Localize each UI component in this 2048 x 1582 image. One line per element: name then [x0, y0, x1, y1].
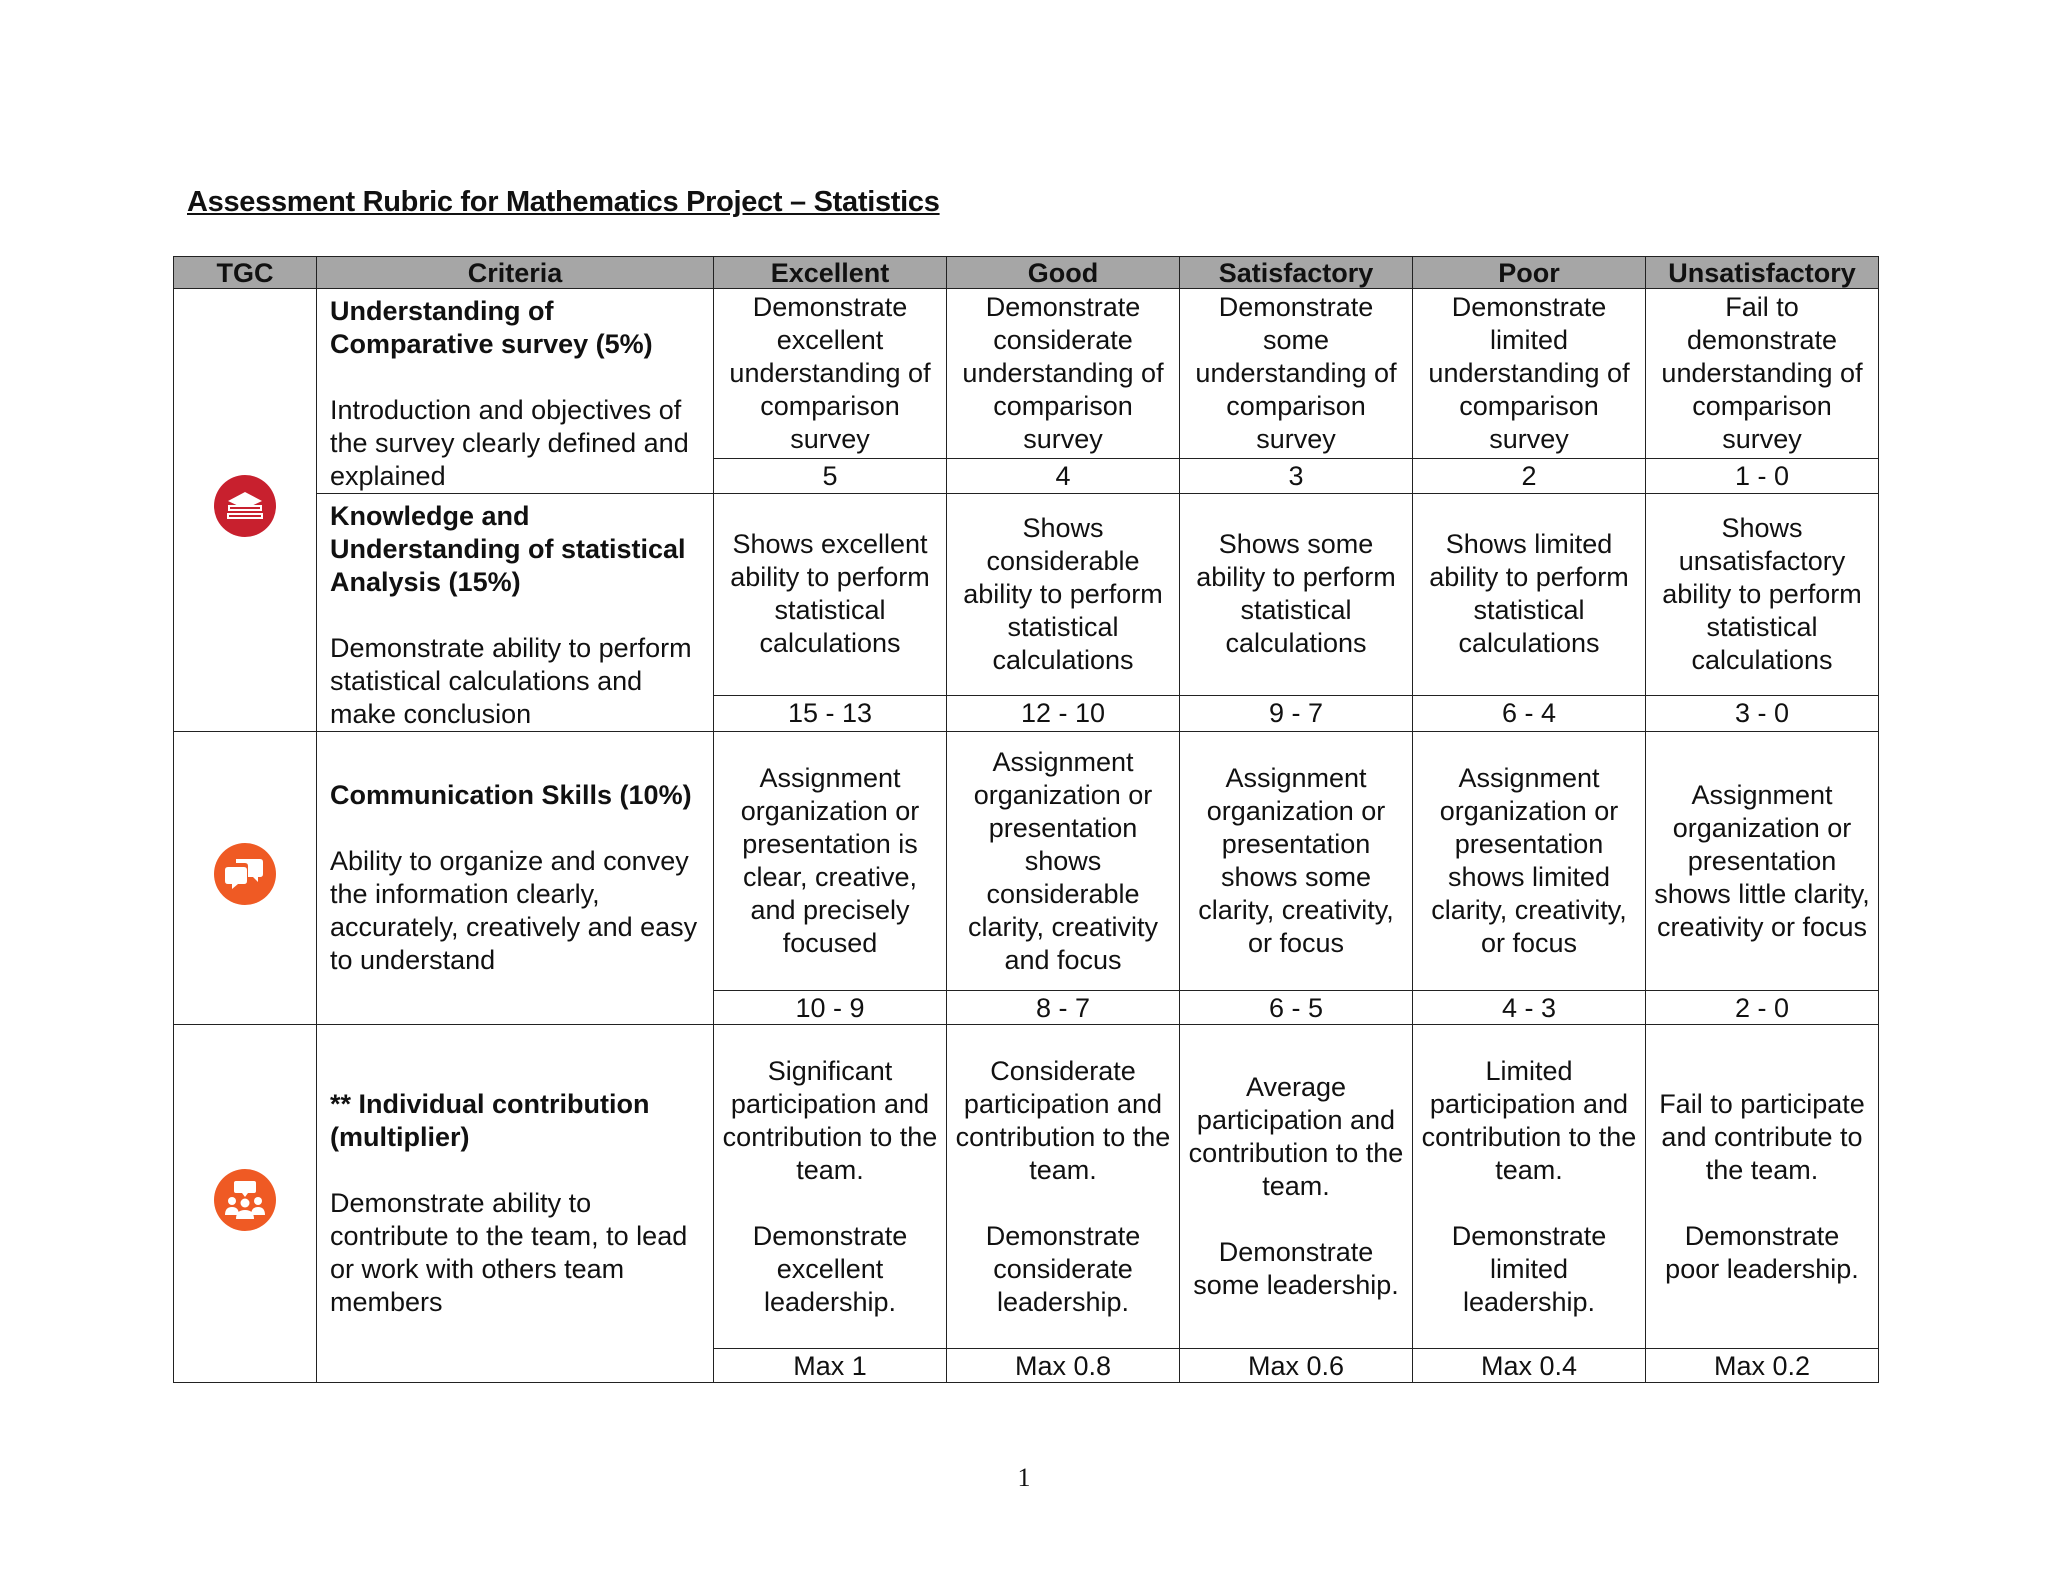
level-leadership-text: Demonstrate poor leadership.	[1665, 1220, 1859, 1284]
level-leadership-text: Demonstrate excellent leadership.	[752, 1220, 908, 1317]
header-tgc: TGC	[174, 257, 317, 289]
criterion-description: Ability to organize and convey the information clearly, accurately, creatively and easy to understand	[330, 846, 698, 975]
tgc-cell-2	[174, 732, 317, 1025]
criterion-row-1	[174, 289, 1879, 459]
score-poor: 2	[1413, 459, 1646, 494]
level-leadership-text: Demonstrate some leadership.	[1193, 1237, 1399, 1300]
chat-bubble-icon	[214, 843, 276, 905]
score-unsatisfactory: 3 - 0	[1646, 695, 1879, 731]
level-excellent: Demonstrate excellent understanding of comparison survey	[714, 289, 947, 459]
document-title: Assessment Rubric for Mathematics Project – Statistics	[187, 186, 940, 218]
header-satisfactory: Satisfactory	[1180, 257, 1413, 289]
criterion-title: ** Individual contribution (multiplier)	[330, 1089, 650, 1152]
criterion-cell-1	[317, 289, 714, 494]
team-group-icon	[214, 1169, 276, 1231]
score-satisfactory: 3	[1180, 459, 1413, 494]
level-unsatisfactory: Assignment organization or presentation shows little clarity, creativity or focus	[1646, 732, 1879, 991]
criterion-description: Introduction and objectives of the survey clearly defined and explained	[330, 395, 689, 491]
score-poor: 6 - 4	[1413, 695, 1646, 731]
level-participation-text: Limited participation and contribution to the team.	[1421, 1055, 1637, 1185]
criterion-row-3	[174, 732, 1879, 991]
level-satisfactory: Assignment organization or presentation shows some clarity, creativity, or focus	[1180, 732, 1413, 991]
score-unsatisfactory: 2 - 0	[1646, 991, 1879, 1025]
score-unsatisfactory: 1 - 0	[1646, 459, 1879, 494]
criterion-cell-3	[317, 732, 714, 1025]
level-participation-text: Considerate participation and contribution to the team.	[955, 1055, 1171, 1185]
score-poor: 4 - 3	[1413, 991, 1646, 1025]
criterion-description: Demonstrate ability to perform statistical calculations and make conclusion	[330, 633, 692, 729]
level-leadership-text: Demonstrate limited leadership.	[1451, 1220, 1607, 1317]
level-unsatisfactory: Fail to demonstrate understanding of comparison survey	[1646, 289, 1879, 459]
level-good: Demonstrate considerate understanding of comparison survey	[947, 289, 1180, 459]
level-good: Shows considerable ability to perform statistical calculations	[947, 494, 1180, 696]
level-satisfactory: Shows some ability to perform statistical calculations	[1180, 494, 1413, 696]
score-good: Max 0.8	[947, 1349, 1180, 1383]
header-excellent: Excellent	[714, 257, 947, 289]
score-excellent: 10 - 9	[714, 991, 947, 1025]
level-participation-text: Significant participation and contribution to the team.	[722, 1055, 938, 1185]
header-row	[174, 257, 1879, 289]
criterion-title: Understanding of Comparative survey (5%)	[330, 296, 653, 359]
level-participation-text: Fail to participate and contribute to the team.	[1659, 1088, 1865, 1185]
score-excellent: Max 1	[714, 1349, 947, 1383]
score-satisfactory: Max 0.6	[1180, 1349, 1413, 1383]
tgc-cell-3	[174, 1025, 317, 1383]
score-good: 4	[947, 459, 1180, 494]
header-criteria: Criteria	[317, 257, 714, 289]
header-good: Good	[947, 257, 1180, 289]
level-poor	[1413, 1025, 1646, 1349]
score-good: 12 - 10	[947, 695, 1180, 731]
score-satisfactory: 6 - 5	[1180, 991, 1413, 1025]
level-participation-text: Average participation and contribution to the team.	[1188, 1072, 1404, 1201]
book-stack-icon	[214, 475, 276, 537]
level-excellent: Assignment organization or presentation is clear, creative, and precisely focused	[714, 732, 947, 991]
level-leadership-text: Demonstrate considerate leadership.	[985, 1220, 1141, 1317]
rubric-table	[173, 256, 1879, 1383]
criterion-cell-4	[317, 1025, 714, 1383]
level-poor: Assignment organization or presentation shows limited clarity, creativity, or focus	[1413, 732, 1646, 991]
score-good: 8 - 7	[947, 991, 1180, 1025]
page-number: 1	[1017, 1463, 1031, 1492]
criterion-cell-2	[317, 494, 714, 732]
level-satisfactory	[1180, 1025, 1413, 1349]
level-poor: Shows limited ability to perform statistical calculations	[1413, 494, 1646, 696]
level-satisfactory: Demonstrate some understanding of comparison survey	[1180, 289, 1413, 459]
level-excellent	[714, 1025, 947, 1349]
criterion-title: Communication Skills (10%)	[330, 780, 692, 810]
level-excellent: Shows excellent ability to perform statistical calculations	[714, 494, 947, 696]
level-unsatisfactory	[1646, 1025, 1879, 1349]
header-poor: Poor	[1413, 257, 1646, 289]
criterion-title: Knowledge and Understanding of statistical Analysis (15%)	[330, 501, 686, 597]
tgc-cell-1	[174, 289, 317, 732]
criterion-description: Demonstrate ability to contribute to the team, to lead or work with others team members	[330, 1188, 688, 1317]
level-unsatisfactory: Shows unsatisfactory ability to perform statistical calculations	[1646, 494, 1879, 696]
score-unsatisfactory: Max 0.2	[1646, 1349, 1879, 1383]
level-good: Assignment organization or presentation shows considerable clarity, creativity and focus	[947, 732, 1180, 991]
level-poor: Demonstrate limited understanding of comparison survey	[1413, 289, 1646, 459]
score-satisfactory: 9 - 7	[1180, 695, 1413, 731]
score-excellent: 5	[714, 459, 947, 494]
header-unsatisfactory: Unsatisfactory	[1646, 257, 1879, 289]
criterion-row-4	[174, 1025, 1879, 1349]
score-excellent: 15 - 13	[714, 695, 947, 731]
criterion-row-2	[174, 494, 1879, 696]
score-poor: Max 0.4	[1413, 1349, 1646, 1383]
level-good	[947, 1025, 1180, 1349]
